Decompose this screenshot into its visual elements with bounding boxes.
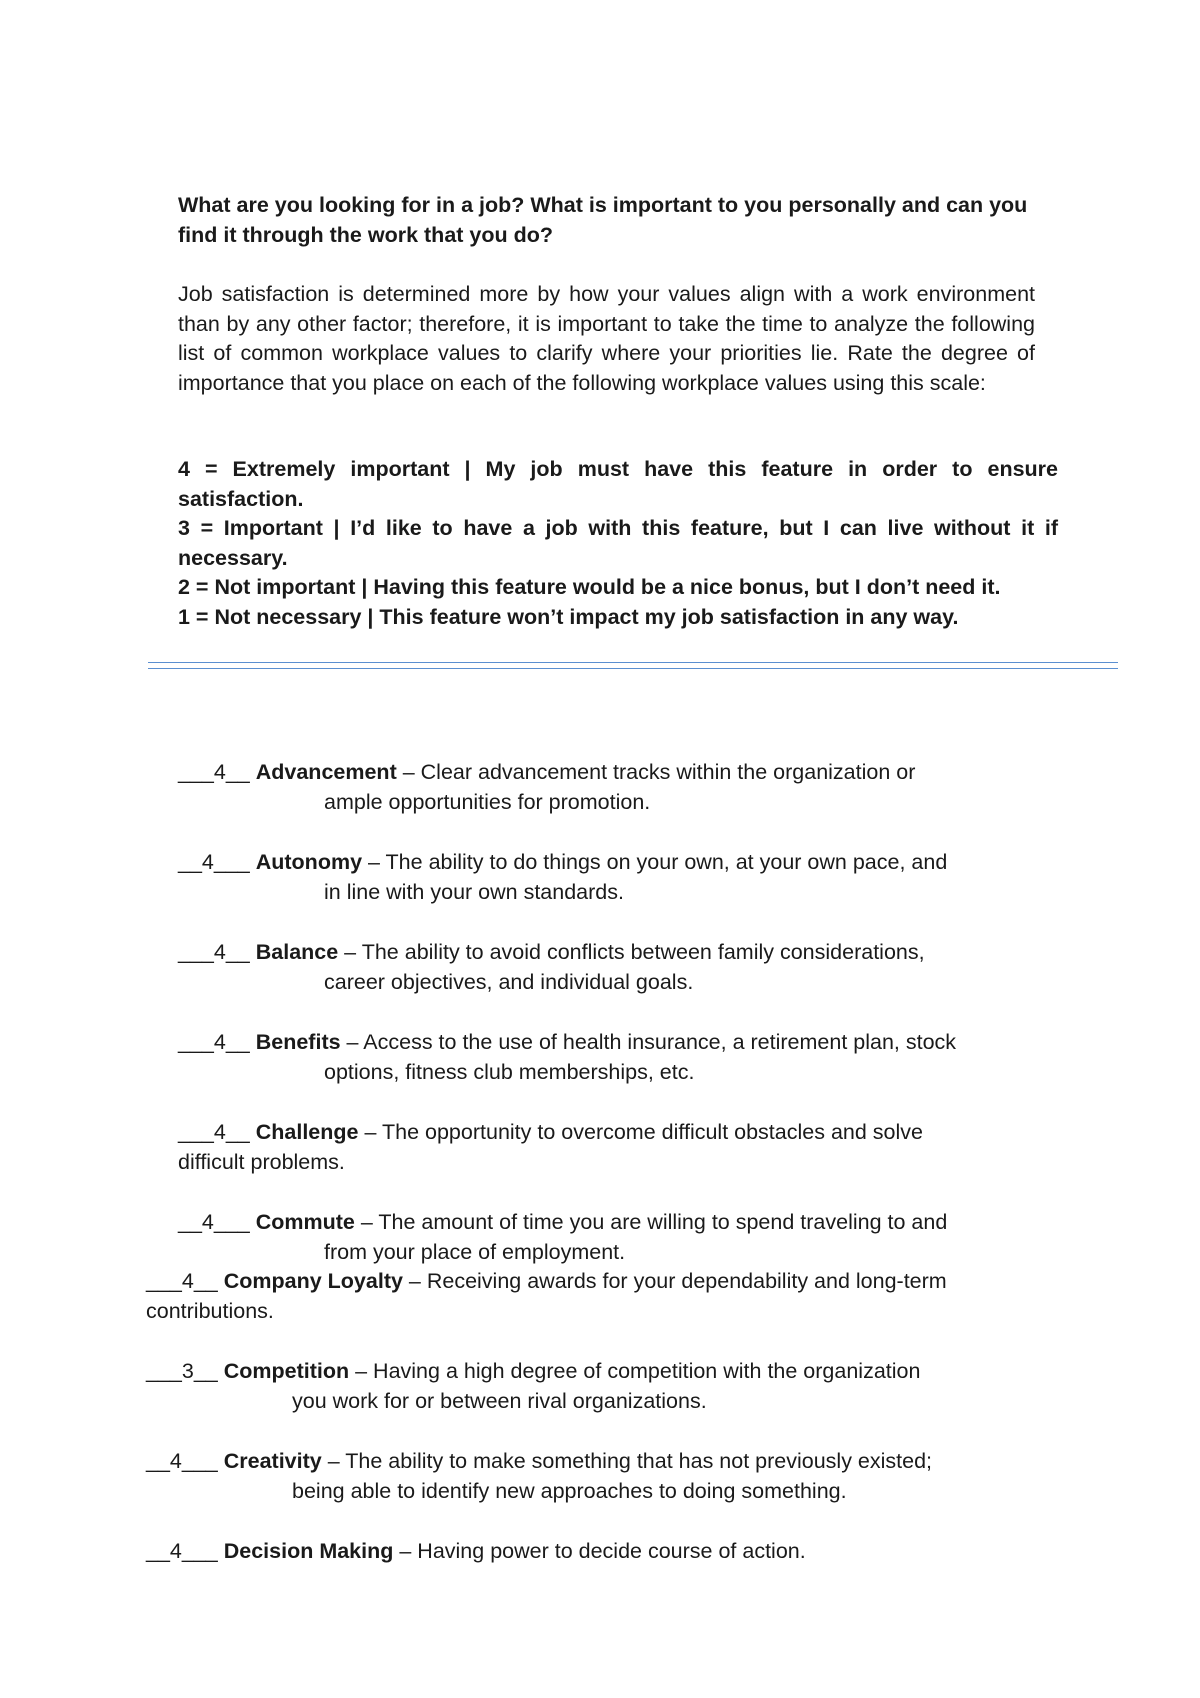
value-item-benefits [178, 1028, 1058, 1087]
value-description-cont: options, fitness club memberships, etc. [324, 1059, 695, 1084]
value-item-balance [178, 938, 1058, 997]
scale-item-2: 2 = Not important | Having this feature would be a nice bonus, but I don’t need it. [178, 575, 1001, 599]
value-item-creativity [146, 1447, 1058, 1506]
value-rating: ___4__ [178, 940, 250, 964]
rating-scale [178, 455, 1058, 632]
value-description: – The ability to avoid conflicts between family considerations, [338, 940, 925, 964]
value-name: Challenge [255, 1120, 359, 1144]
value-rating: ___4__ [178, 1120, 250, 1144]
value-description: – The amount of time you are willing to spend traveling to and [354, 1210, 948, 1234]
value-item-decision-making [146, 1537, 1058, 1567]
scale-item-3: 3 = Important | I’d like to have a job with this feature, but I can live without it if necessary. [178, 516, 1058, 570]
value-rating: __4___ [146, 1539, 218, 1563]
value-description: – Having a high degree of competition with the organization [349, 1359, 921, 1383]
value-description-cont: contributions. [146, 1298, 274, 1323]
scale-item-1: 1 = Not necessary | This feature won’t impact my job satisfaction in any way. [178, 604, 959, 629]
value-description-cont: being able to identify new approaches to doing something. [292, 1478, 847, 1503]
page-heading: What are you looking for in a job? What is important to you personally and can you find it through the work that you do? [178, 193, 1028, 247]
scale-item-4: 4 = Extremely important | My job must have this feature in order to ensure satisfaction. [178, 457, 1058, 511]
value-rating: __4___ [178, 850, 250, 874]
value-name: Creativity [223, 1449, 322, 1473]
value-name: Balance [255, 940, 339, 964]
value-name: Benefits [255, 1030, 341, 1054]
value-description: – The ability to make something that has not previously existed; [321, 1449, 933, 1473]
value-description: – The opportunity to overcome difficult obstacles and solve [358, 1120, 923, 1144]
value-item-advancement [178, 758, 1058, 817]
value-description-cont: from your place of employment. [324, 1239, 626, 1264]
value-name: Decision Making [223, 1539, 394, 1563]
value-name: Autonomy [255, 850, 363, 874]
value-description: – The ability to do things on your own, at your own pace, and [362, 850, 948, 874]
value-description: – Access to the use of health insurance, a retirement plan, stock [340, 1030, 957, 1054]
value-item-autonomy [178, 848, 1058, 907]
value-rating: ___4__ [146, 1269, 218, 1293]
value-description-cont: in line with your own standards. [324, 879, 624, 904]
value-description: – Receiving awards for your dependability and long-term [402, 1269, 947, 1293]
value-description: – Clear advancement tracks within the organization or [396, 760, 916, 784]
intro-paragraph: Job satisfaction is determined more by how your values align with a work environment than by any other factor; therefore, it is important to take the time to analyze the following list of common workplace values to clarify where your priorities lie. Rate the degree of importance that you place on each of the following workplace values using this scale: [178, 282, 1035, 395]
value-item-company-loyalty [146, 1267, 1058, 1326]
value-name: Commute [255, 1210, 355, 1234]
value-rating: __4___ [178, 1210, 250, 1234]
value-rating: ___4__ [178, 1030, 250, 1054]
value-description-cont: career objectives, and individual goals. [324, 969, 694, 994]
value-name: Competition [223, 1359, 350, 1383]
value-item-competition [146, 1357, 1058, 1416]
value-rating: ___3__ [146, 1359, 218, 1383]
value-description-cont: difficult problems. [178, 1149, 345, 1174]
section-divider [148, 662, 1118, 669]
value-rating: __4___ [146, 1449, 218, 1473]
value-name: Company Loyalty [223, 1269, 403, 1293]
value-description-cont: you work for or between rival organizations. [292, 1388, 707, 1413]
value-name: Advancement [255, 760, 397, 784]
value-item-commute [178, 1208, 1058, 1267]
value-description-cont: ample opportunities for promotion. [324, 789, 651, 814]
value-item-challenge [178, 1118, 1058, 1177]
value-rating: ___4__ [178, 760, 250, 784]
value-description: – Having power to decide course of action. [393, 1539, 806, 1563]
